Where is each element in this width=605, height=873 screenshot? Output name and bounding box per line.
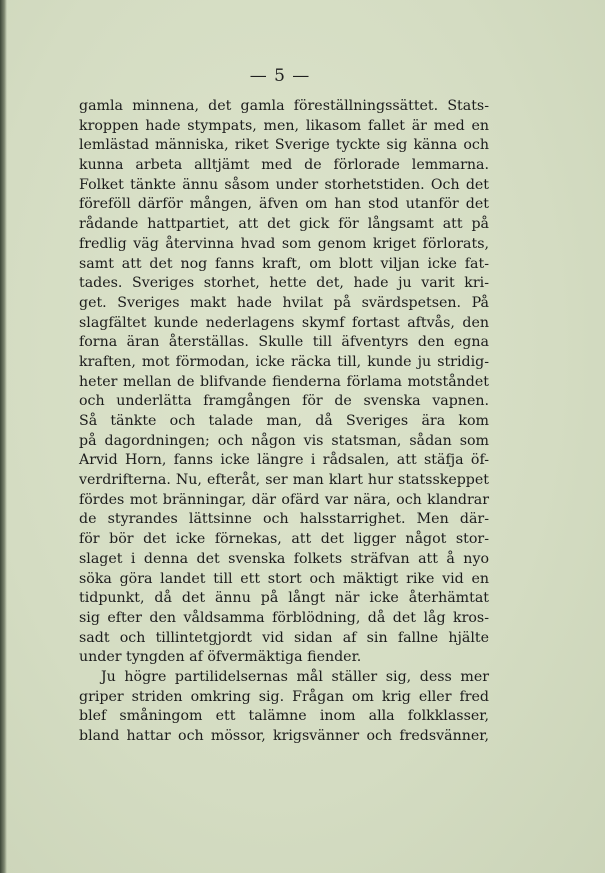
text-line: kunna arbeta alltjämt med de förlorade lemmarna. [79,157,489,174]
text-line: get. Sveriges makt hade hvilat på svärdspetsen. På [79,294,489,311]
text-line: tidpunkt, då det ännu på långt när icke återhämtat [79,590,489,607]
page-binding-shadow [0,0,7,873]
text-line: kroppen hade stympats, men, likasom fallet är med en [79,117,489,134]
text-line: under tyngden af öfvermäktiga fiender. [79,649,362,666]
text-line: Ju högre partilidelsernas mål ställer sig, dess mer [101,668,489,685]
text-line: heter mellan de blifvande fienderna förlama motståndet [79,373,489,390]
text-line: fredlig väg återvinna hvad som genom kriget förlorats, [79,235,489,252]
text-line: för bör det icke förnekas, att det ligger något stor- [79,531,489,548]
text-line: på dagordningen; och någon vis statsman, sådan som [79,432,489,449]
text-line: söka göra landet till ett stort och mäktigt rike vid en [79,570,489,587]
text-line: föreföll därför mången, äfven om han stod utanför det [79,196,489,213]
text-line: slaget i denna det svenska folkets sträfvan att å nyo [79,550,489,567]
text-line: sadt och tillintetgjordt vid sidan af sin fallne hjälte [79,629,489,646]
text-line: lemlästad människa, riket Sverige tyckte sig känna och [79,137,489,154]
text-line: gamla minnena, det gamla föreställningssättet. Stats- [79,98,489,114]
text-line: forna äran återställas. Skulle till äfventyrs den egna [79,334,489,351]
body-text [79,97,489,747]
text-line: tades. Sveriges storhet, hette det, hade ju varit kri- [79,275,489,292]
text-line: blef småningom ett talämne inom alla folkklasser, [79,708,489,725]
text-line: verdrifterna. Nu, efteråt, ser man klart hur statsskeppet [79,472,489,489]
text-line: fördes mot bränningar, där ofärd var nära, och klandrar [79,491,489,508]
text-line: bland hattar och mössor, krigsvänner och fredsvänner, [79,728,489,744]
text-line: sig efter den våldsamma förblödning, då det låg kros- [79,609,489,626]
text-line: Så tänkte och talade man, då Sveriges ära kom [79,413,489,429]
text-line: och underlätta framgången för de svenska vapnen. [79,393,489,410]
text-line: griper striden omkring sig. Frågan om krig eller fred [79,688,489,705]
text-line: Folket tänkte ännu såsom under storhetstiden. Och det [79,176,489,193]
text-line: de styrandes lättsinne och halsstarrighet. Men där- [79,511,489,528]
text-line: kraften, mot förmodan, icke räcka till, kunde ju stridig- [79,353,489,370]
text-line: Arvid Horn, fanns icke längre i rådsalen, att stäfja öf- [79,452,489,469]
page-number: — 5 — [249,66,311,86]
text-line: rådande hattpartiet, att det gick för långsamt att på [79,216,489,233]
text-line: samt att det nog fanns kraft, om blott viljan icke fat- [79,255,489,272]
text-line: slagfältet kunde nederlagens skymf fortast aftvås, den [79,314,489,331]
